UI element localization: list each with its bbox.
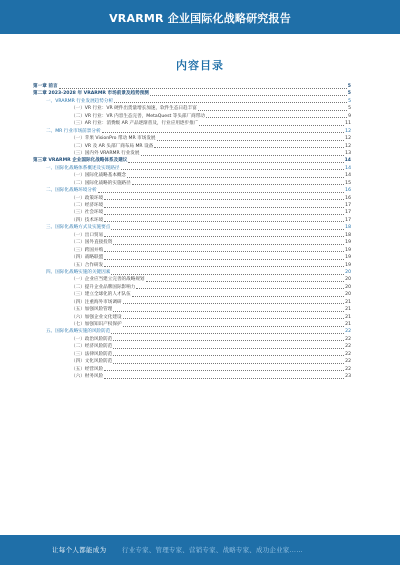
toc-leader-dots — [104, 214, 344, 215]
toc-leader-dots — [98, 192, 345, 193]
toc-entry[interactable] — [33, 366, 351, 373]
toc-entry[interactable] — [33, 180, 351, 187]
toc-entry-page: 21 — [345, 314, 351, 320]
toc-leader-dots — [104, 266, 344, 267]
toc-leader-dots — [113, 363, 344, 364]
toc-entry-page: 5 — [347, 91, 351, 97]
toc-entry-page: 22 — [345, 344, 351, 350]
toc-leader-dots — [104, 370, 344, 371]
toc-entry-page: 17 — [345, 210, 351, 216]
toc-entry-page: 21 — [345, 299, 351, 305]
toc-entry[interactable] — [33, 254, 351, 261]
toc-entry[interactable] — [33, 262, 351, 269]
toc-entry[interactable] — [33, 105, 351, 112]
toc-leader-dots — [141, 155, 345, 156]
toc-entry[interactable] — [33, 247, 351, 254]
toc-leader-dots — [104, 221, 344, 222]
toc-entry-label: （三）国内外 VRARMR 行业发展 — [71, 150, 140, 156]
toc-entry-page: 22 — [345, 336, 351, 342]
footer-roles: 行业专家、管理专家、营销专家、战略专家、成功企业家…… — [122, 546, 303, 554]
toc-entry[interactable] — [33, 172, 351, 179]
toc-entry-page: 23 — [345, 374, 351, 380]
toc-entry-label: （三）社会环境 — [71, 210, 104, 216]
toc-entry-page: 20 — [345, 292, 351, 298]
table-of-contents — [33, 83, 351, 381]
toc-entry[interactable] — [33, 143, 351, 150]
toc-leader-dots — [121, 169, 345, 170]
toc-leader-dots — [111, 229, 344, 230]
page-header — [0, 0, 400, 34]
toc-entry-page: 19 — [345, 262, 351, 268]
toc-entry-page: 12 — [345, 136, 351, 142]
toc-entry[interactable] — [33, 343, 351, 350]
toc-entry-label: （七）加强知识产权保护 — [71, 322, 122, 327]
toc-entry[interactable] — [33, 291, 351, 298]
toc-leader-dots — [104, 259, 344, 260]
toc-entry-label: （一）企业应当建立完善的战略规划 — [71, 277, 145, 283]
toc-leader-dots — [132, 296, 344, 297]
toc-entry-label: 五、国际化战略实施的风险防范 — [46, 329, 111, 335]
toc-heading: 内容目录 — [176, 59, 224, 72]
toc-leader-dots — [206, 117, 347, 118]
toc-entry-page: 9 — [348, 113, 351, 119]
toc-entry-label: （四）技术环境 — [71, 217, 104, 223]
toc-entry-page: 22 — [345, 329, 351, 335]
toc-leader-dots — [128, 162, 343, 163]
toc-entry-label: （二）国外直接投资 — [71, 240, 113, 246]
toc-entry[interactable] — [33, 90, 351, 97]
toc-entry-label: （一）政治风险防范 — [71, 336, 113, 342]
toc-entry[interactable] — [33, 135, 351, 142]
toc-entry-label: 一、VRARMR 行业发展趋势分析 — [46, 98, 114, 104]
toc-entry-label: 第二章 2023-2028 年 VRARMR 市场前景及趋势预测 — [33, 91, 149, 97]
toc-leader-dots — [104, 378, 344, 379]
toc-entry-page: 12 — [345, 128, 351, 134]
toc-entry-label: （一）政策环境 — [71, 195, 104, 201]
toc-entry[interactable] — [33, 328, 351, 335]
toc-entry-label: （四）文化风险防范 — [71, 359, 113, 365]
toc-entry-label: （一）国际化战略基本概念 — [71, 173, 127, 179]
toc-entry[interactable] — [33, 187, 351, 194]
toc-leader-dots — [127, 177, 344, 178]
toc-entry[interactable] — [33, 217, 351, 224]
toc-entry-page: 16 — [345, 195, 351, 201]
toc-entry-label: （三）法律风险防范 — [71, 351, 113, 357]
toc-entry[interactable] — [33, 165, 351, 172]
toc-leader-dots — [113, 340, 344, 341]
toc-entry[interactable] — [33, 209, 351, 216]
toc-leader-dots — [146, 281, 345, 282]
toc-leader-dots — [104, 199, 344, 200]
toc-leader-dots — [104, 251, 344, 252]
toc-entry-page: 19 — [345, 255, 351, 261]
toc-entry[interactable] — [33, 150, 351, 157]
toc-entry-label: （一）苹果 VisionPro 带动 MR 市场发展 — [71, 136, 156, 142]
footer-slogan: 让每个人都能成为 — [52, 546, 107, 554]
toc-entry-label: （二）提升企业品牌国际影响力 — [71, 284, 136, 290]
toc-leader-dots — [102, 132, 345, 133]
toc-entry-label: （二）经济风险防范 — [71, 344, 113, 350]
toc-leader-dots — [104, 236, 344, 237]
toc-entry[interactable] — [33, 314, 351, 321]
toc-leader-dots — [111, 274, 344, 275]
toc-entry[interactable] — [33, 128, 351, 135]
toc-entry-label: （二）国际化战略的实施路径 — [71, 180, 131, 186]
toc-leader-dots — [114, 102, 347, 103]
toc-entry-label: （六）财务风险 — [71, 374, 104, 380]
toc-leader-dots — [113, 244, 344, 245]
toc-entry-label: 一、国际化战略体系概述及实现路径 — [46, 165, 120, 171]
toc-leader-dots — [132, 184, 344, 185]
toc-entry-label: 四、国际化战略实施的关键因素 — [46, 269, 111, 275]
toc-entry[interactable] — [33, 269, 351, 276]
toc-leader-dots — [136, 288, 344, 289]
toc-entry-label: （二）经济环境 — [71, 203, 104, 208]
toc-entry[interactable] — [33, 336, 351, 343]
toc-leader-dots — [113, 348, 344, 349]
toc-leader-dots — [123, 318, 345, 319]
toc-entry-page: 19 — [345, 247, 351, 253]
toc-entry-label: （三）跨国并购 — [71, 247, 104, 253]
toc-entry-page: 22 — [345, 366, 351, 372]
toc-entry-page: 21 — [345, 307, 351, 313]
toc-entry-page: 12 — [345, 143, 351, 149]
toc-entry-page: 5 — [348, 106, 351, 112]
toc-entry[interactable] — [33, 306, 351, 313]
toc-entry-label: （二）VR 及 AR 头部厂商布局 MR 设备 — [71, 143, 154, 149]
toc-entry-page: 14 — [345, 165, 351, 171]
toc-entry-label: 二、MR 行业市场前景分析 — [46, 128, 101, 134]
toc-entry[interactable] — [33, 113, 351, 120]
toc-entry[interactable] — [33, 157, 351, 164]
toc-entry[interactable] — [33, 276, 351, 283]
toc-entry-label: （五）加强风险管理 — [71, 307, 113, 313]
toc-entry[interactable] — [33, 83, 351, 90]
toc-leader-dots — [104, 207, 344, 208]
toc-entry-page: 14 — [345, 173, 351, 179]
toc-entry-page: 21 — [345, 322, 351, 327]
toc-entry-label: （三）AR 行业：消费级 AR 产品逐渐普及，行业应用逐步推广 — [71, 121, 199, 127]
toc-leader-dots — [154, 147, 344, 148]
toc-entry[interactable] — [33, 358, 351, 365]
toc-entry-page: 13 — [345, 150, 351, 156]
toc-entry[interactable] — [33, 284, 351, 291]
toc-entry-page: 14 — [344, 158, 351, 164]
toc-entry-page: 22 — [345, 351, 351, 357]
toc-entry-label: （二）VR 行业：VR 内容生态完善，MetaQuest 等头部厂商带动 — [71, 113, 205, 119]
toc-leader-dots — [150, 95, 347, 96]
toc-entry[interactable] — [33, 373, 351, 380]
toc-entry-page: 22 — [345, 359, 351, 365]
toc-entry[interactable] — [33, 232, 351, 239]
toc-entry-label: （四）注重海外市场调研 — [71, 299, 122, 305]
toc-entry[interactable] — [33, 202, 351, 209]
toc-leader-dots — [123, 326, 345, 327]
toc-entry-page: 20 — [345, 284, 351, 290]
toc-entry-label: 三、国际化战略方式及实施要点 — [46, 225, 111, 231]
toc-entry[interactable] — [33, 120, 351, 127]
toc-entry-label: （一）出口贸易 — [71, 232, 104, 238]
page-footer — [0, 535, 400, 565]
toc-entry[interactable] — [33, 98, 351, 105]
toc-leader-dots — [113, 355, 344, 356]
toc-leader-dots — [59, 88, 347, 89]
toc-entry-label: 二、国际化战略环境分析 — [46, 188, 97, 194]
toc-leader-dots — [111, 333, 344, 334]
toc-entry-label: （五）合作研发 — [71, 262, 104, 268]
toc-entry-label: （五）经营风险 — [71, 366, 104, 372]
toc-entry-label: （四）战略联盟 — [71, 255, 104, 261]
toc-entry-page: 20 — [345, 269, 351, 275]
toc-entry-page: 18 — [345, 225, 351, 231]
toc-entry[interactable] — [33, 224, 351, 231]
toc-entry-page: 5 — [348, 98, 351, 104]
toc-entry-label: 第三章 VRARMR 企业国际化战略体系及建议 — [33, 158, 128, 164]
toc-entry-label: （三）建立全球化的人才队伍 — [71, 292, 131, 298]
toc-entry-label: （一）VR 行业：VR 硬件出货量增长加速，软件生态日趋丰富 — [71, 106, 197, 112]
toc-entry-page: 16 — [345, 188, 351, 194]
toc-leader-dots — [157, 140, 345, 141]
toc-entry-page: 19 — [345, 240, 351, 246]
toc-leader-dots — [199, 125, 344, 126]
report-title: VRARMR 企业国际化战略研究报告 — [109, 12, 291, 25]
toc-entry-page: 17 — [345, 217, 351, 223]
toc-entry-label: 第一章 前言 — [33, 84, 58, 89]
toc-leader-dots — [198, 110, 347, 111]
toc-entry[interactable] — [33, 239, 351, 246]
toc-entry-page: 5 — [347, 84, 351, 89]
toc-entry-page: 18 — [345, 232, 351, 238]
toc-entry[interactable] — [33, 321, 351, 328]
toc-entry-page: 15 — [345, 180, 351, 186]
toc-entry-page: 20 — [345, 277, 351, 283]
toc-entry-page: 11 — [345, 121, 351, 127]
toc-leader-dots — [113, 311, 344, 312]
toc-entry-page: 17 — [345, 203, 351, 208]
toc-leader-dots — [123, 303, 345, 304]
toc-entry[interactable] — [33, 195, 351, 202]
toc-entry-label: （六）加强企业文化建设 — [71, 314, 122, 320]
toc-entry[interactable] — [33, 299, 351, 306]
toc-entry[interactable] — [33, 351, 351, 358]
